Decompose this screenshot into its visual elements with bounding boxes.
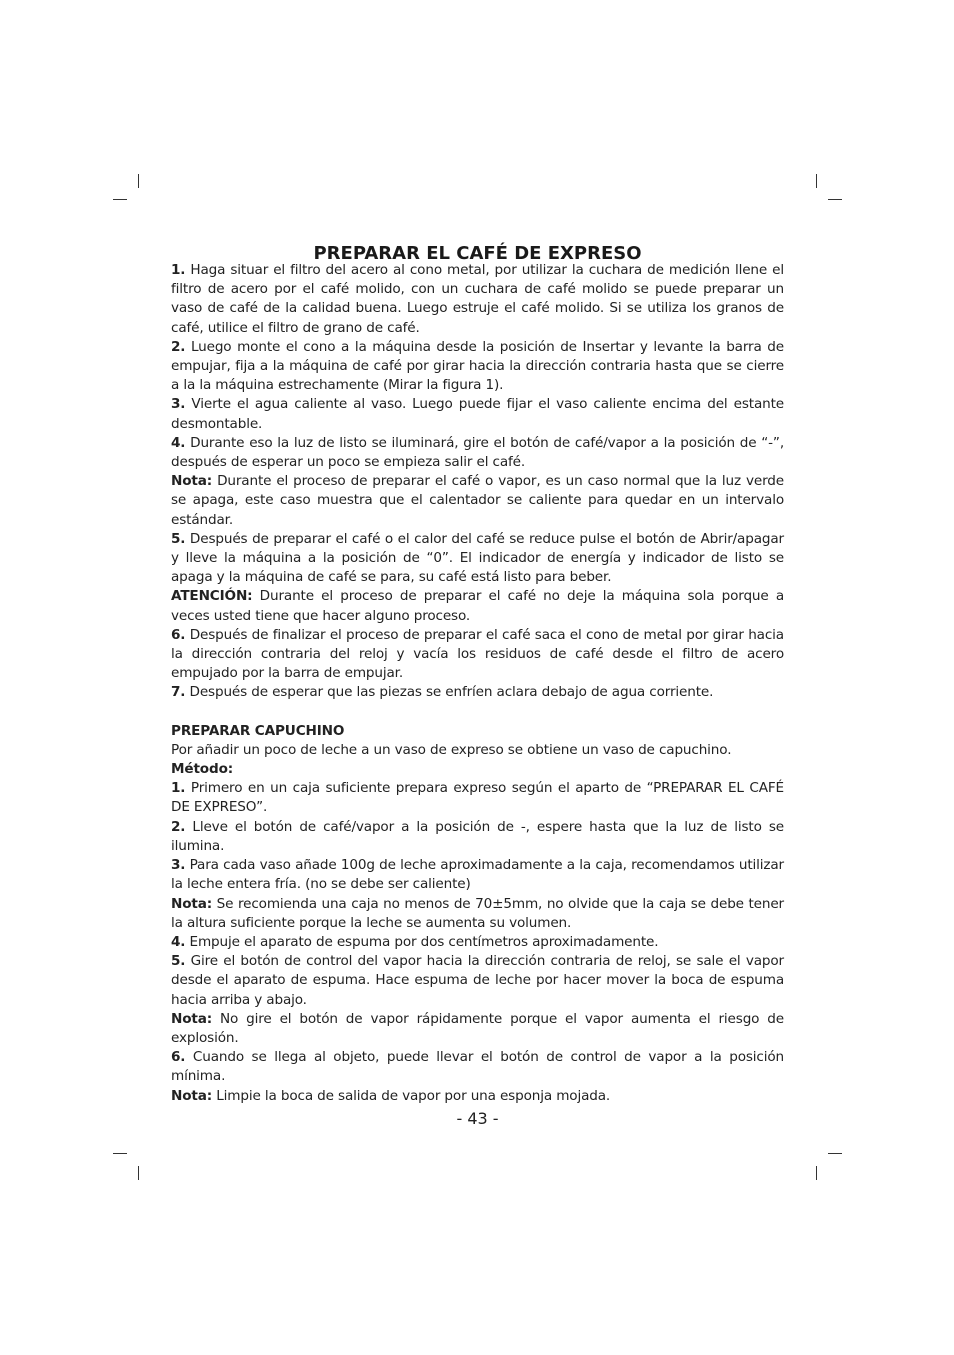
section-heading: PREPARAR CAPUCHINO xyxy=(171,722,345,739)
crop-mark xyxy=(828,1153,842,1154)
intro-paragraph: Por añadir un poco de leche a un vaso de expreso se obtiene un vaso de capuchino. xyxy=(171,741,732,758)
step-paragraph: 2. Lleve el botón de café/vapor a la posición de -, espere hasta que la luz de listo se ilumina. xyxy=(171,818,784,854)
step-paragraph: 7. Después de esperar que las piezas se enfríen aclara debajo de agua corriente. xyxy=(171,684,714,701)
crop-mark xyxy=(138,174,139,188)
step-paragraph: 4. Durante eso la luz de listo se iluminará, gire el botón de café/vapor a la posición de “-”, después de esperar un poco se empieza salir el café. xyxy=(171,434,784,471)
step-paragraph: 6. Después de finalizar el proceso de preparar el café saca el cono de metal por girar hacia la dirección contraria del reloj y vacía los residuos de café desde el filtro de acero empujado por la barra de empujar. xyxy=(171,626,784,682)
section-spacer xyxy=(171,703,784,722)
crop-mark xyxy=(138,1166,139,1180)
note-paragraph: Nota: Limpie la boca de salida de vapor por una esponja mojada. xyxy=(171,1087,611,1104)
step-paragraph: 2. Luego monte el cono a la máquina desde la posición de Insertar y levante la barra de empujar, fija a la máquina de café por girar hacia la dirección contraria hasta que se cierre a la la máquina estrechamente (Mirar la figura 1). xyxy=(171,338,784,394)
crop-mark xyxy=(113,1153,127,1154)
crop-mark xyxy=(816,174,817,188)
step-paragraph: 6. Cuando se llega al objeto, puede llevar el botón de control de vapor a la posición mínima. xyxy=(171,1049,784,1085)
note-paragraph: Nota: No gire el botón de vapor rápidamente porque el vapor aumenta el riesgo de explosión. xyxy=(171,1010,784,1046)
step-paragraph: 1. Primero en un caja suficiente prepara expreso según el aparto de “PREPARAR EL CAFÉ DE EXPRESO”. xyxy=(171,780,784,816)
step-paragraph: 5. Después de preparar el café o el calor del café se reduce pulse el botón de Abrir/apagar y lleve la máquina a la posición de “0”. El indicador de energía y indicador de listo se apaga y la máquina de café se para, su café está listo para beber. xyxy=(171,530,784,586)
step-paragraph: 1. Haga situar el filtro del acero al cono metal, por utilizar la cuchara de medición llene el filtro de acero por el café molido, con un cuchara de café molido se puede preparar un vaso de café de la calidad buena. Luego estruje el café molido. Si se utiliza los granos de café, utilice el filtro de grano de café. xyxy=(171,262,784,336)
page-title: PREPARAR EL CAFÉ DE EXPRESO xyxy=(313,243,642,265)
crop-mark xyxy=(828,199,842,200)
document-body xyxy=(171,261,784,1106)
page-number: - 43 - xyxy=(456,1109,499,1128)
note-paragraph: Nota: Durante el proceso de preparar el café o vapor, es un caso normal que la luz verde se apaga, este caso muestra que el calentador se caliente para quedar en un intervalo estándar. xyxy=(171,473,784,528)
step-paragraph: 5. Gire el botón de control del vapor hacia la dirección contraria de reloj, se sale el vapor desde el aparato de espuma. Hace espuma de leche por hacer mover la boca de espuma hacia arriba y abajo. xyxy=(171,953,784,1008)
step-paragraph: 4. Empuje el aparato de espuma por dos centímetros aproximadamente. xyxy=(171,933,659,950)
warning-paragraph: ATENCIÓN: Durante el proceso de preparar el café no deje la máquina sola porque a veces usted tiene que hacer alguno proceso. xyxy=(171,588,784,624)
note-paragraph: Nota: Se recomienda una caja no menos de 70±5mm, no olvide que la caja se debe tener la altura suficiente porque la leche se aumenta su volumen. xyxy=(171,895,784,931)
step-paragraph: 3. Vierte el agua caliente al vaso. Luego puede fijar el vaso caliente encima del estante desmontable. xyxy=(171,396,784,432)
step-paragraph: 3. Para cada vaso añade 100g de leche aproximadamente a la caja, recomendamos utilizar la leche entera fría. (no se debe ser caliente) xyxy=(171,857,784,893)
crop-mark xyxy=(816,1166,817,1180)
method-label: Método: xyxy=(171,761,234,778)
crop-mark xyxy=(113,199,127,200)
